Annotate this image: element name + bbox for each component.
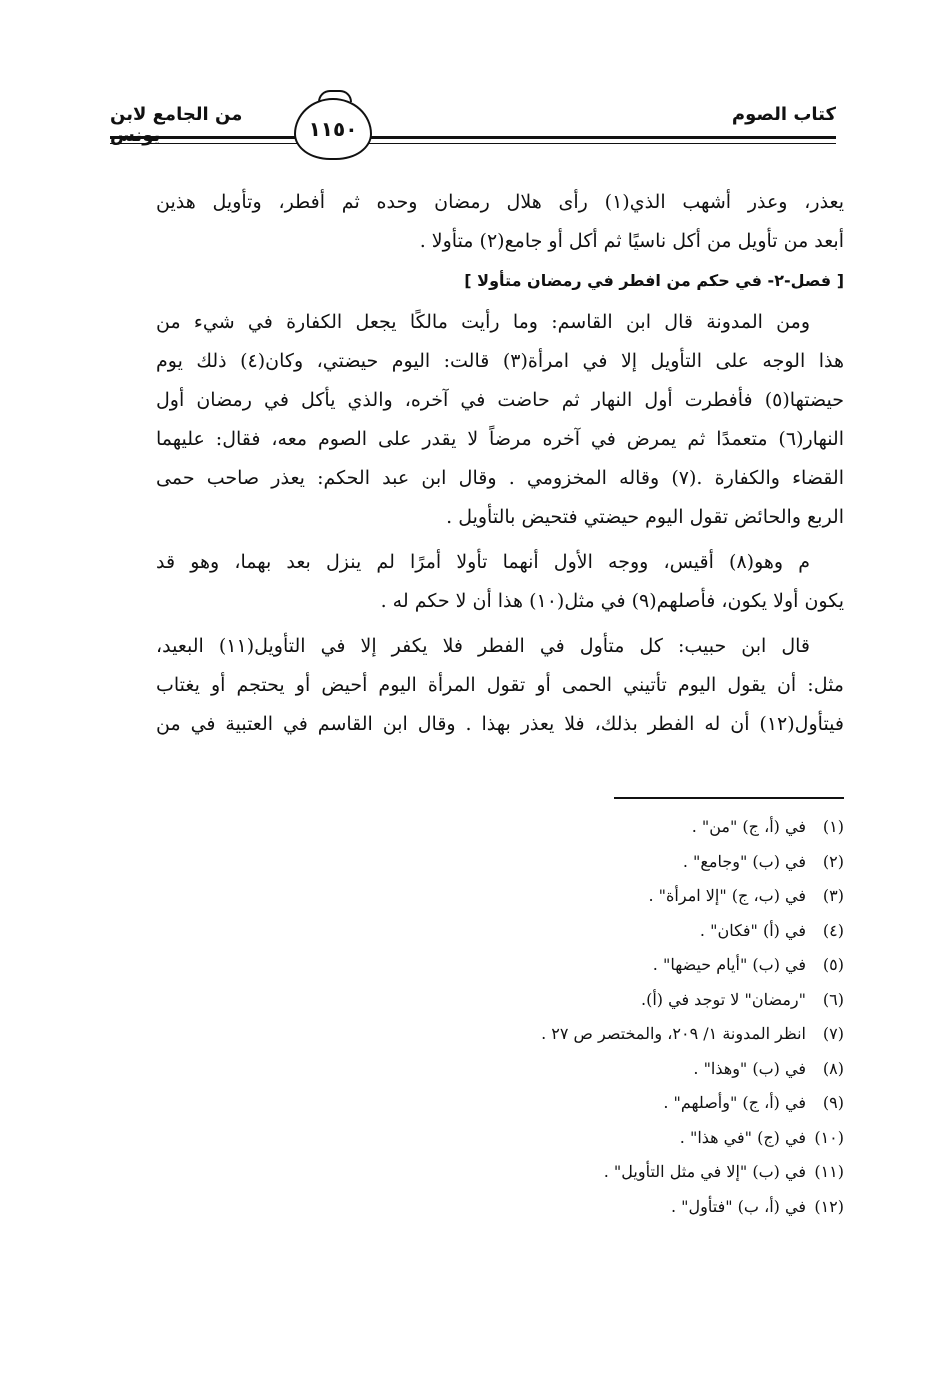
footnote-text: في (ب) "إلا في مثل التأويل" . — [603, 1162, 806, 1181]
text-line: مثل: أن يقول اليوم تأتيني الحمى أو تقول المرأة اليوم أحيض أو يحتجم أو يغتاب — [156, 674, 844, 696]
running-head-book: من الجامع لابن يونس — [110, 104, 243, 146]
footnote-number: (١٢) — [814, 1196, 844, 1216]
footnote — [440, 1121, 844, 1156]
text-line: فيتأول(١٢) أن له الفطر بذلك، فلا يعذر بهذا . وقال ابن القاسم في العتبية في من — [156, 713, 844, 735]
footnote-text: في (ب، ج) "إلا امرأة" . — [648, 886, 806, 905]
text-line: الربع والحائض تقول اليوم حيضتي فتحيض بالتأويل . — [446, 506, 844, 528]
footnotes — [440, 810, 844, 1224]
footnote — [440, 1086, 844, 1121]
text-line: أبعد من تأويل من أكل ناسيًا ثم أكل أو جامع(٢) متأولا . — [419, 230, 844, 252]
text-line: يعذر، وعذر أشهب الذي(١) رأى هلال رمضان وحده ثم أفطر، وتأويل هذين — [156, 191, 845, 213]
text-line: النهار(٦) متعمدًا ثم يمرض في آخره مرضاً لا يقدر على الصوم معه، فقال: عليهما — [156, 428, 844, 450]
footnote-number: (٧) — [822, 1024, 844, 1043]
footnote-text: في (أ) "فكان" . — [699, 920, 806, 940]
footnote — [440, 914, 844, 949]
footnote-number: (٢) — [822, 851, 844, 871]
text-line: القضاء والكفارة .(٧) وقاله المخزومي . وقال ابن عبد الحكم: يعذر صاحب حمى — [156, 467, 844, 489]
footnote-text: في (أ، ج) "وأصلهم" . — [663, 1093, 806, 1112]
text-line: هذا الوجه على التأويل إلا في امرأة(٣) قالت: اليوم حيضتي، وكان(٤) ذلك يوم — [156, 350, 845, 372]
section-heading: [ فصل-٢- في حكم من افطر في رمضان متأولا ] — [464, 271, 844, 290]
footnote — [440, 845, 844, 880]
running-head-chapter: كتاب الصوم — [731, 104, 836, 125]
page-number: ١١٥٠ — [308, 117, 358, 141]
footnote-text: في (ب) "وهذا" . — [693, 1058, 806, 1078]
footnote-number: (٥) — [822, 955, 844, 974]
footnote-number: (٩) — [822, 1093, 844, 1112]
footnote-text: "رمضان" لا توجد في (أ). — [641, 989, 806, 1009]
footnote-text: في (أ، ب) "فتأول" . — [671, 1196, 806, 1216]
text-line: م وهو(٨) أقيس، ووجه الأول أنهما تأولا أمرًا لم ينزل بعد بهما، وهو قد — [156, 551, 810, 573]
footnote-number: (١٠) — [814, 1127, 844, 1147]
footnote — [440, 1017, 844, 1052]
text-line: ومن المدونة قال ابن القاسم: وما رأيت مالكًا يجعل الكفارة في شيء من — [156, 311, 810, 333]
header-rule-thin — [110, 143, 836, 144]
header-rule — [110, 136, 836, 139]
footnote-text: في (ب) "وجامع" . — [682, 851, 806, 871]
page-number-ornament — [294, 98, 372, 160]
page-header — [110, 92, 836, 172]
footnote-number: (١١) — [814, 1162, 844, 1181]
text-line: يكون أولا يكون، فأصلهم(٩) في مثل(١٠) هذا أن لا حكم له . — [380, 590, 844, 612]
footnote — [440, 1155, 844, 1190]
footnote — [440, 879, 844, 914]
footnote-text: في (ب) "أيام حيضها" . — [652, 955, 806, 974]
footnote-separator — [614, 797, 844, 799]
footnote — [440, 948, 844, 983]
footnote-number: (٣) — [822, 886, 844, 905]
footnote — [440, 983, 844, 1018]
footnote-text: انظر المدونة ١/ ٢٠٩، والمختصر ص ٢٧ . — [541, 1024, 806, 1043]
footnote-text: في (أ، ج) "من" . — [691, 817, 806, 836]
footnote-number: (٤) — [822, 920, 844, 940]
text-line: قال ابن حبيب: كل متأول في الفطر فلا يكفر إلا في التأويل(١١) البعيد، — [156, 635, 810, 657]
footnote-number: (٨) — [822, 1058, 844, 1078]
footnote-number: (١) — [822, 817, 844, 836]
footnote — [440, 1052, 844, 1087]
main-text — [156, 183, 844, 744]
footnote-text: في (ج) "في هذا" . — [679, 1127, 806, 1147]
footnote — [440, 810, 844, 845]
footnote — [440, 1190, 844, 1225]
footnote-number: (٦) — [822, 989, 844, 1009]
text-line: حيضتها(٥) فأفطرت أول النهار ثم حاضت في آخره، والذي يأكل في رمضان أول — [156, 389, 844, 411]
